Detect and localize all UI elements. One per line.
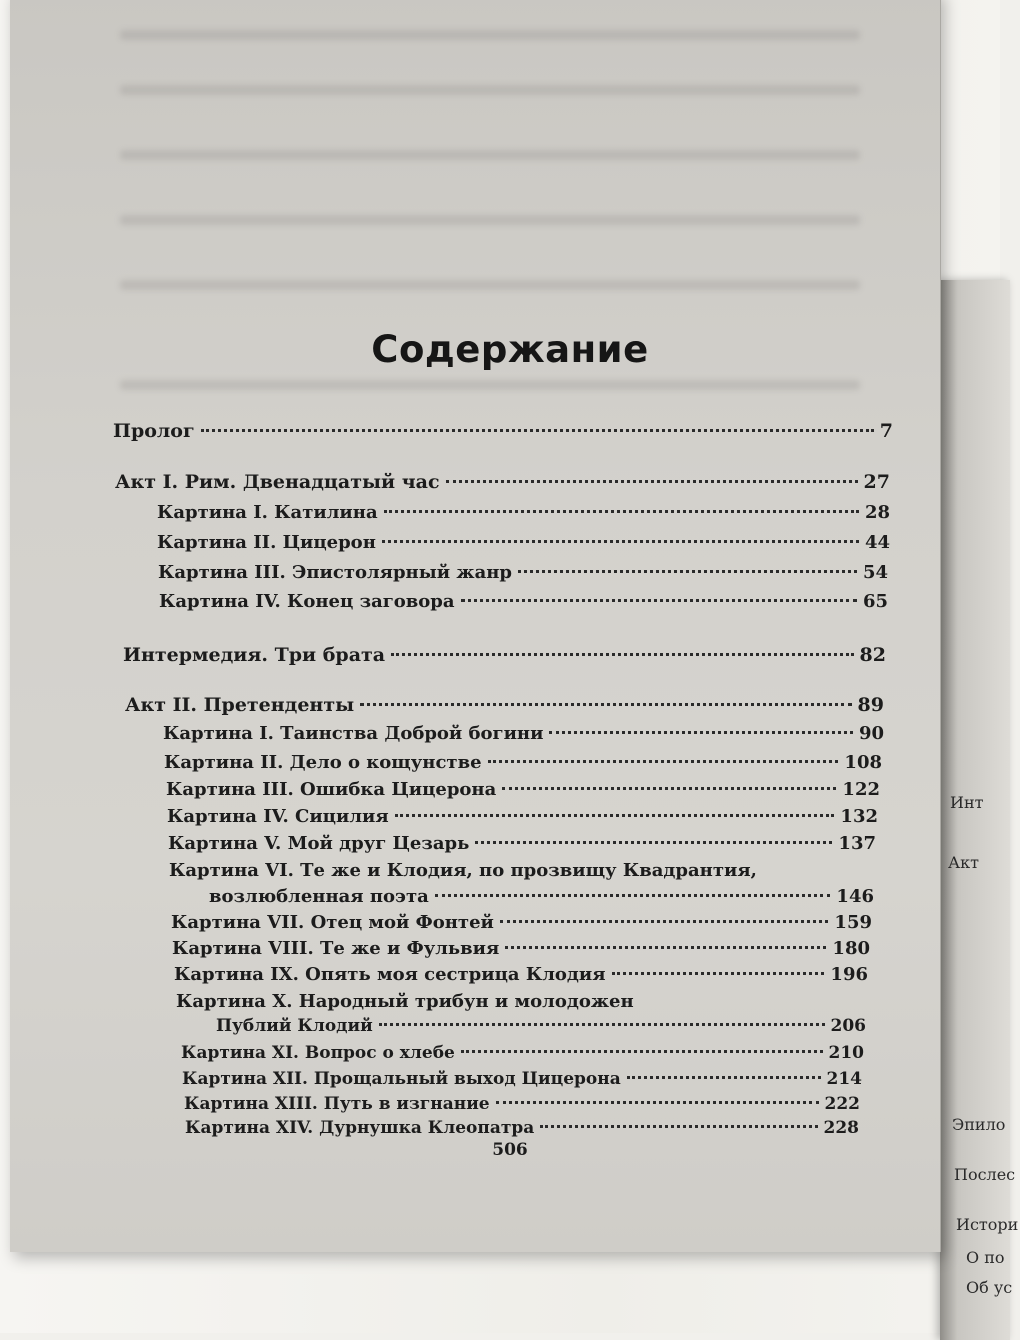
leader-dots [395, 814, 835, 817]
toc-entry-continuation: Публий Клодий [216, 1016, 373, 1036]
toc-entry-label: Акт II. Претенденты [125, 694, 355, 716]
toc-entry-page: 122 [842, 779, 880, 800]
leader-dots [502, 787, 836, 790]
toc-entry-page: 137 [838, 833, 876, 854]
leader-dots [475, 841, 832, 844]
toc-entry-label: Картина XIII. Путь в изгнание [184, 1094, 490, 1114]
toc-entry-scene [167, 806, 878, 827]
toc-entry-scene [166, 779, 880, 800]
toc-entry-continuation: возлюбленная поэта [209, 886, 429, 907]
toc-entry-label: Акт I. Рим. Двенадцатый час [115, 471, 440, 493]
next-page-fragment: Об ус [966, 1278, 1013, 1297]
toc-entry-page: 65 [862, 591, 888, 612]
bleed-through [120, 150, 860, 160]
toc-entry-scene [158, 562, 888, 583]
toc-entry-act-1 [115, 471, 890, 493]
bleed-through [120, 280, 860, 290]
next-page-fragment: Инт [950, 793, 984, 812]
leader-dots [391, 653, 853, 656]
toc-entry-label: Картина III. Ошибка Цицерона [166, 779, 497, 800]
bleed-through [120, 85, 860, 95]
toc-entry-page: 206 [830, 1016, 866, 1036]
toc-entry-prologue [113, 420, 893, 442]
leader-dots [612, 972, 825, 975]
book-page [10, 0, 941, 1252]
toc-entry-page: 7 [879, 420, 893, 442]
toc-entry-scene [181, 1043, 864, 1063]
toc-entry-scene [171, 912, 872, 933]
toc-entry-scene [174, 964, 868, 985]
toc-entry-label: Картина VII. Отец мой Фонтей [171, 912, 494, 933]
toc-entry-label: Картина II. Цицерон [157, 532, 376, 553]
leader-dots [500, 920, 829, 923]
toc-entry-label: Картина XII. Прощальный выход Цицерона [182, 1069, 621, 1089]
toc-entry-label: Картина IX. Опять моя сестрица Клодия [174, 964, 606, 985]
leader-dots [627, 1076, 821, 1079]
toc-entry-intermedia [123, 644, 886, 666]
toc-entry-label: Интермедия. Три брата [123, 644, 386, 666]
toc-entry-page: 82 [859, 644, 886, 666]
toc-entry-page: 228 [823, 1118, 859, 1138]
toc-entry-label: Картина XIV. Дурнушка Клеопатра [185, 1118, 535, 1138]
leader-dots [379, 1023, 825, 1026]
toc-entry-act-2 [125, 694, 884, 716]
page-number: 506 [492, 1140, 528, 1160]
toc-entry-page: 90 [858, 723, 884, 744]
toc-entry-scene [164, 752, 882, 773]
toc-entry-page: 108 [844, 752, 882, 773]
toc-entry-page: 54 [862, 562, 888, 583]
toc-entry-label: Картина VIII. Те же и Фульвия [172, 938, 500, 959]
toc-entry-scene [163, 723, 884, 744]
next-page-fragment: Истори [956, 1215, 1019, 1234]
toc-entry-scene [157, 532, 890, 553]
toc-entry-scene [209, 886, 874, 907]
toc-entry-page: 132 [840, 806, 878, 827]
toc-entry-page: 210 [828, 1043, 864, 1063]
leader-dots [518, 570, 857, 573]
toc-entry-label: Картина IV. Конец заговора [159, 591, 455, 612]
bleed-through [120, 30, 860, 40]
leader-dots [505, 946, 826, 949]
toc-entry-label: Картина IV. Сицилия [167, 806, 389, 827]
leader-dots [201, 429, 874, 432]
bleed-through [120, 380, 860, 390]
toc-entry-scene [182, 1069, 862, 1089]
toc-entry-scene [185, 1118, 859, 1138]
next-page-fragment: Эпило [952, 1115, 1006, 1134]
toc-entry-page: 196 [830, 964, 868, 985]
leader-dots [488, 760, 839, 763]
leader-dots [461, 599, 857, 602]
toc-entry-label: Картина VI. Те же и Клодия, по прозвищу Квадрантия, [169, 860, 757, 881]
toc-entry-scene [184, 1094, 860, 1114]
toc-entry-label: Картина V. Мой друг Цезарь [168, 833, 470, 854]
next-page-fragment: Послес [954, 1165, 1016, 1184]
toc-entry-page: 180 [832, 938, 870, 959]
leader-dots [384, 510, 859, 513]
toc-entry-page: 222 [824, 1094, 860, 1114]
bleed-through [120, 215, 860, 225]
toc-entry-page: 89 [857, 694, 884, 716]
toc-entry-label: Картина X. Народный трибун и молодожен [176, 991, 634, 1012]
leader-dots [496, 1101, 819, 1104]
page-title: Содержание [371, 328, 649, 371]
toc-entry-scene [172, 938, 870, 959]
toc-entry-label: Картина II. Дело о кощунстве [164, 752, 482, 773]
leader-dots [435, 894, 831, 897]
toc-entry-scene [216, 1016, 866, 1036]
toc-entry-page: 159 [834, 912, 872, 933]
toc-entry-page: 146 [836, 886, 874, 907]
leader-dots [446, 480, 858, 483]
toc-entry-scene [157, 502, 890, 523]
toc-entry-page: 214 [826, 1069, 862, 1089]
toc-entry-page: 28 [864, 502, 890, 523]
next-page-fragment: О по [966, 1248, 1005, 1267]
toc-entry-page: 27 [863, 471, 890, 493]
next-page-edge [940, 280, 1019, 1340]
toc-entry-scene [168, 833, 876, 854]
toc-entry-label: Картина XI. Вопрос о хлебе [181, 1043, 455, 1063]
leader-dots [461, 1050, 823, 1053]
toc-entry-label: Картина I. Катилина [157, 502, 378, 523]
leader-dots [540, 1125, 817, 1128]
toc-entry-page: 44 [864, 532, 890, 553]
toc-entry-label: Картина III. Эпистолярный жанр [158, 562, 512, 583]
leader-dots [382, 540, 859, 543]
toc-entry-label: Пролог [113, 420, 195, 442]
toc-entry-scene [159, 591, 888, 612]
leader-dots [549, 731, 852, 734]
leader-dots [360, 703, 851, 706]
toc-entry-label: Картина I. Таинства Доброй богини [163, 723, 544, 744]
next-page-fragment: Акт [948, 853, 979, 872]
